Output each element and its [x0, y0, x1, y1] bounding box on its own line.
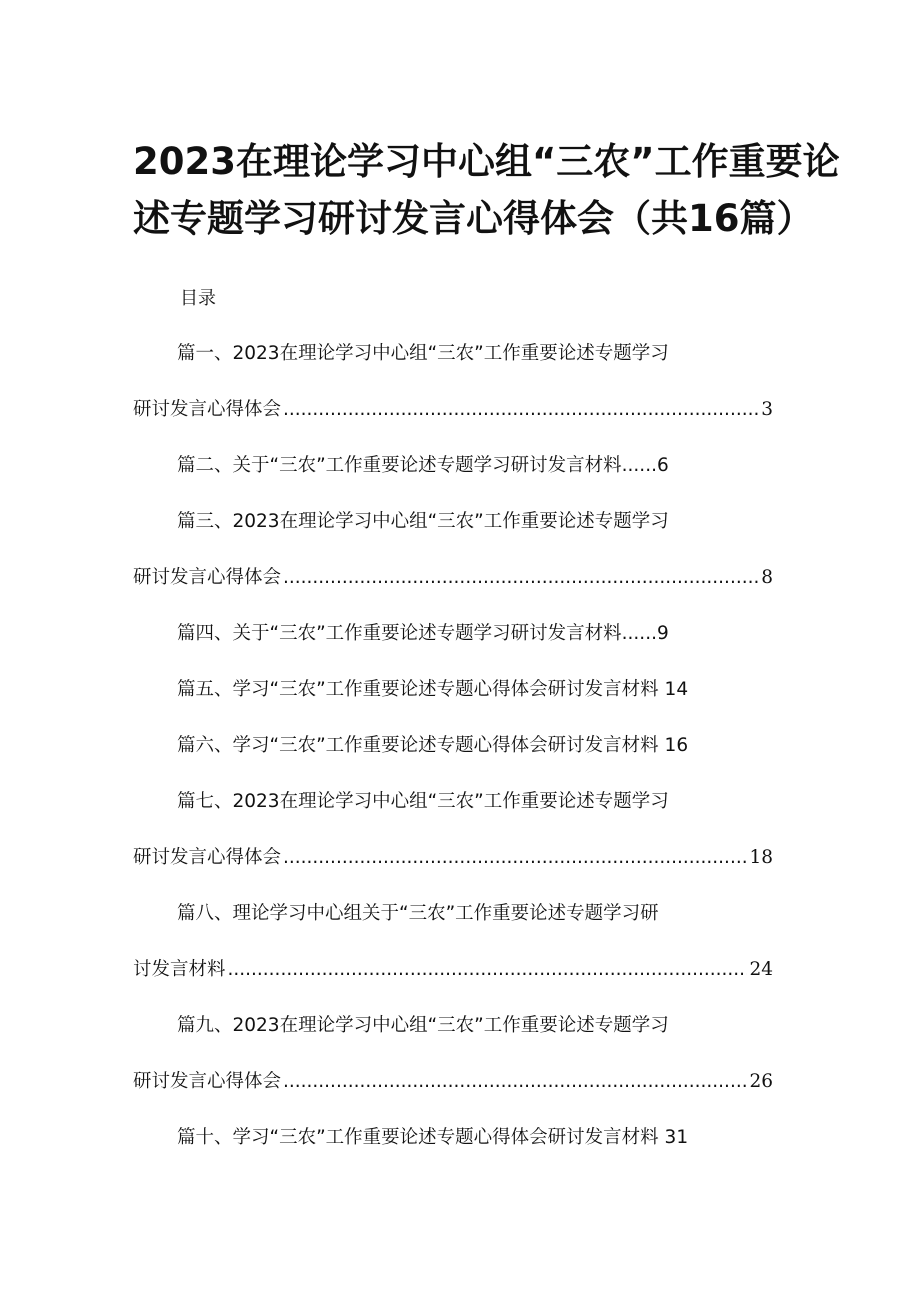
toc-entry-2[interactable]: 篇二、关于“三农”工作重要论述专题学习研讨发言材料......6: [177, 455, 669, 476]
toc-entry-1-line-1[interactable]: 篇一、2023在理论学习中心组“三农”工作重要论述专题学习: [177, 343, 669, 364]
toc-entry-8-line-2[interactable]: [133, 955, 773, 985]
toc-entry-1-text: 研讨发言心得体会: [133, 399, 282, 420]
toc-entry-9-line-2[interactable]: [133, 1067, 773, 1097]
toc-entry-3-line-1[interactable]: 篇三、2023在理论学习中心组“三农”工作重要论述专题学习: [177, 511, 669, 532]
document-title-line-1: 2023在理论学习中心组“三农”工作重要论: [133, 140, 840, 183]
toc-entry-7-line-2[interactable]: [133, 843, 773, 873]
toc-entry-10[interactable]: 篇十、学习“三农”工作重要论述专题心得体会研讨发言材料 31: [177, 1127, 689, 1148]
toc-entry-8-text: 讨发言材料: [133, 959, 226, 980]
toc-leader-dots: [283, 1067, 747, 1097]
toc-entry-1-page: 3: [761, 399, 773, 420]
toc-entry-1-line-2[interactable]: [133, 395, 773, 425]
toc-entry-9-text: 研讨发言心得体会: [133, 1071, 282, 1092]
toc-leader-dots: [283, 563, 759, 593]
toc-entry-9-line-1[interactable]: 篇九、2023在理论学习中心组“三农”工作重要论述专题学习: [177, 1015, 669, 1036]
toc-entry-3-page: 8: [761, 567, 773, 588]
toc-entry-8-line-1[interactable]: 篇八、理论学习中心组关于“三农”工作重要论述专题学习研: [177, 903, 659, 924]
toc-leader-dots: [228, 955, 748, 985]
toc-heading: 目录: [180, 288, 216, 309]
toc-leader-dots: [283, 395, 759, 425]
document-title-line-2: 述专题学习研讨发言心得体会（共16篇）: [133, 197, 814, 240]
toc-entry-4[interactable]: 篇四、关于“三农”工作重要论述专题学习研讨发言材料......9: [177, 623, 669, 644]
toc-leader-dots: [283, 843, 747, 873]
toc-entry-9-page: 26: [749, 1071, 773, 1092]
toc-entry-7-line-1[interactable]: 篇七、2023在理论学习中心组“三农”工作重要论述专题学习: [177, 791, 669, 812]
toc-entry-3-line-2[interactable]: [133, 563, 773, 593]
toc-entry-7-page: 18: [749, 847, 773, 868]
toc-entry-6[interactable]: 篇六、学习“三农”工作重要论述专题心得体会研讨发言材料 16: [177, 735, 689, 756]
toc-entry-5[interactable]: 篇五、学习“三农”工作重要论述专题心得体会研讨发言材料 14: [177, 679, 689, 700]
toc-entry-3-text: 研讨发言心得体会: [133, 567, 282, 588]
toc-entry-8-page: 24: [749, 959, 773, 980]
toc-entry-7-text: 研讨发言心得体会: [133, 847, 282, 868]
